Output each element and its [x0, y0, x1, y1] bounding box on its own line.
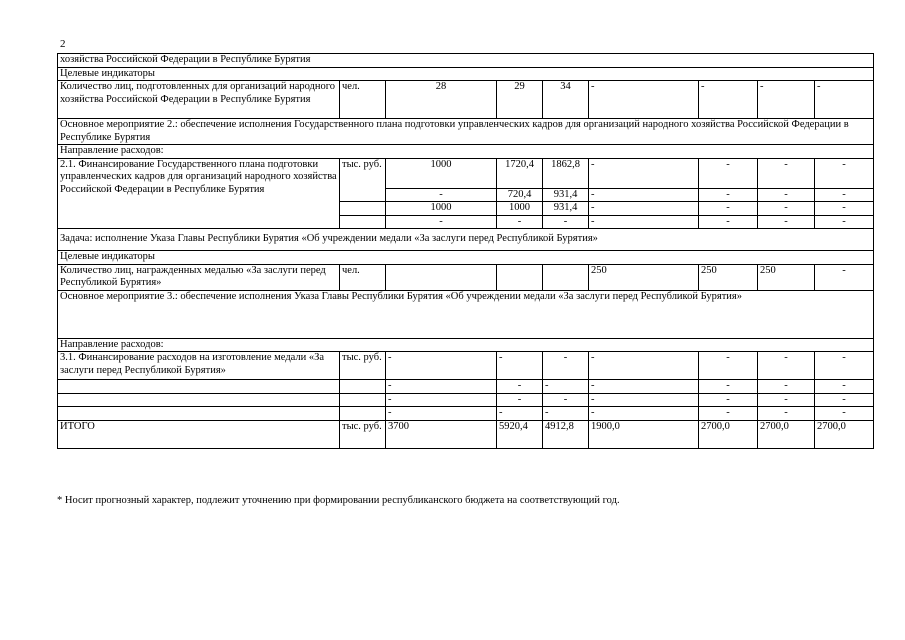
value-cell: - — [543, 352, 589, 380]
table-row — [58, 264, 874, 290]
value-cell: - — [815, 264, 874, 290]
value-cell: 250 — [699, 264, 758, 290]
value-cell: - — [589, 158, 699, 188]
value-cell: 931,4 — [543, 202, 589, 216]
value-cell: 1000 — [386, 202, 497, 216]
value-cell: 1000 — [497, 202, 543, 216]
value-cell: 720,4 — [497, 188, 543, 202]
value-cell: - — [589, 352, 699, 380]
value-cell: - — [589, 407, 699, 421]
value-cell: 29 — [497, 81, 543, 119]
value-cell: 3700 — [386, 420, 497, 448]
value-cell: - — [543, 215, 589, 229]
value-cell: 2700,0 — [699, 420, 758, 448]
value-cell: - — [815, 393, 874, 407]
value-cell: - — [758, 393, 815, 407]
value-cell: - — [497, 352, 543, 380]
target-indicators-heading: Целевые индикаторы — [58, 251, 874, 265]
value-cell: 5920,4 — [497, 420, 543, 448]
value-cell: - — [589, 380, 699, 394]
value-cell: - — [815, 81, 874, 119]
table-row — [58, 81, 874, 119]
value-cell: - — [758, 407, 815, 421]
table-row — [58, 158, 874, 188]
table-row — [58, 290, 874, 338]
value-cell: 931,4 — [543, 188, 589, 202]
table-row — [58, 380, 874, 394]
unit-cell — [340, 407, 386, 421]
expense-item-name: 3.1. Финансирование расходов на изготовление медали «За заслуги перед Республикой Бурятия» — [58, 352, 340, 380]
value-cell: - — [497, 215, 543, 229]
value-cell: - — [497, 407, 543, 421]
footnote: * Носит прогнозный характер, подлежит уточнению при формировании республиканского бюджета на соответствующий год. — [57, 495, 620, 506]
value-cell: 28 — [386, 81, 497, 119]
value-cell: 1720,4 — [497, 158, 543, 188]
table-row — [58, 119, 874, 145]
unit-cell — [340, 202, 386, 216]
value-cell — [543, 264, 589, 290]
value-cell: - — [758, 202, 815, 216]
value-cell: - — [589, 215, 699, 229]
unit-cell: тыс. руб. — [340, 352, 386, 380]
value-cell: - — [699, 81, 758, 119]
unit-cell: тыс. руб. — [340, 420, 386, 448]
expenses-direction-heading: Направление расходов: — [58, 145, 874, 159]
section-header-continuation: хозяйства Российской Федерации в Республике Бурятия — [58, 54, 874, 68]
value-cell: - — [699, 158, 758, 188]
value-cell: - — [815, 352, 874, 380]
value-cell: - — [386, 393, 497, 407]
value-cell — [497, 264, 543, 290]
expense-item-name — [58, 393, 340, 407]
value-cell: 1900,0 — [589, 420, 699, 448]
unit-cell — [340, 380, 386, 394]
unit-cell: чел. — [340, 264, 386, 290]
unit-cell — [340, 393, 386, 407]
value-cell: - — [699, 215, 758, 229]
program-table — [57, 53, 874, 449]
value-cell: 1000 — [386, 158, 497, 188]
expense-item-name: 2.1. Финансирование Государственного плана подготовки управленческих кадров для организаций народного хозяйства Российской Федерации в Республике Бурятия — [58, 158, 340, 229]
table-row — [58, 338, 874, 352]
table-row — [58, 251, 874, 265]
table-row — [58, 407, 874, 421]
page-number: 2 — [60, 38, 66, 50]
value-cell: - — [815, 407, 874, 421]
value-cell: 1862,8 — [543, 158, 589, 188]
value-cell: - — [699, 202, 758, 216]
value-cell: - — [815, 380, 874, 394]
value-cell — [386, 264, 497, 290]
value-cell: - — [758, 352, 815, 380]
table-row — [58, 54, 874, 68]
table-row — [58, 393, 874, 407]
value-cell: - — [386, 352, 497, 380]
indicator-name: Количество лиц, награжденных медалью «За заслуги перед Республикой Бурятия» — [58, 264, 340, 290]
expenses-direction-heading: Направление расходов: — [58, 338, 874, 352]
unit-cell: чел. — [340, 81, 386, 119]
value-cell: 2700,0 — [758, 420, 815, 448]
value-cell: - — [699, 380, 758, 394]
value-cell: - — [497, 380, 543, 394]
value-cell: 2700,0 — [815, 420, 874, 448]
value-cell: - — [386, 407, 497, 421]
table-row — [58, 352, 874, 380]
value-cell: - — [815, 158, 874, 188]
value-cell: - — [497, 393, 543, 407]
value-cell: - — [386, 188, 497, 202]
value-cell: 4912,8 — [543, 420, 589, 448]
table-row — [58, 145, 874, 159]
unit-cell: тыс. руб. — [340, 158, 386, 202]
table-row — [58, 67, 874, 81]
value-cell: - — [589, 393, 699, 407]
expense-item-name — [58, 380, 340, 394]
value-cell: - — [543, 393, 589, 407]
value-cell: - — [386, 215, 497, 229]
value-cell: - — [758, 380, 815, 394]
main-measure-2: Основное мероприятие 2.: обеспечение исполнения Государственного плана подготовки управленческих кадров для организаций народного хозяйства Российской Федерации в Республике Бурятия — [58, 119, 874, 145]
value-cell: - — [758, 215, 815, 229]
value-cell: - — [543, 380, 589, 394]
value-cell: - — [758, 81, 815, 119]
value-cell: - — [543, 407, 589, 421]
value-cell: - — [699, 352, 758, 380]
value-cell: - — [758, 158, 815, 188]
value-cell: - — [815, 202, 874, 216]
value-cell: 34 — [543, 81, 589, 119]
total-label: ИТОГО — [58, 420, 340, 448]
value-cell: - — [589, 202, 699, 216]
expense-item-name — [58, 407, 340, 421]
main-measure-3: Основное мероприятие 3.: обеспечение исполнения Указа Главы Республики Бурятия «Об учреждении медали «За заслуги перед Республикой Бурятия» — [58, 290, 874, 338]
value-cell: - — [699, 188, 758, 202]
target-indicators-heading: Целевые индикаторы — [58, 67, 874, 81]
value-cell: - — [589, 188, 699, 202]
indicator-name: Количество лиц, подготовленных для организаций народного хозяйства Российской Федерации в Республике Бурятия — [58, 81, 340, 119]
table-row — [58, 229, 874, 251]
value-cell: 250 — [758, 264, 815, 290]
value-cell: - — [815, 215, 874, 229]
value-cell: 250 — [589, 264, 699, 290]
value-cell: - — [699, 393, 758, 407]
value-cell: - — [815, 188, 874, 202]
unit-cell — [340, 215, 386, 229]
task-heading: Задача: исполнение Указа Главы Республики Бурятия «Об учреждении медали «За заслуги перед Республикой Бурятия» — [58, 229, 874, 251]
value-cell: - — [699, 407, 758, 421]
total-row — [58, 420, 874, 448]
value-cell: - — [758, 188, 815, 202]
value-cell: - — [589, 81, 699, 119]
value-cell: - — [386, 380, 497, 394]
